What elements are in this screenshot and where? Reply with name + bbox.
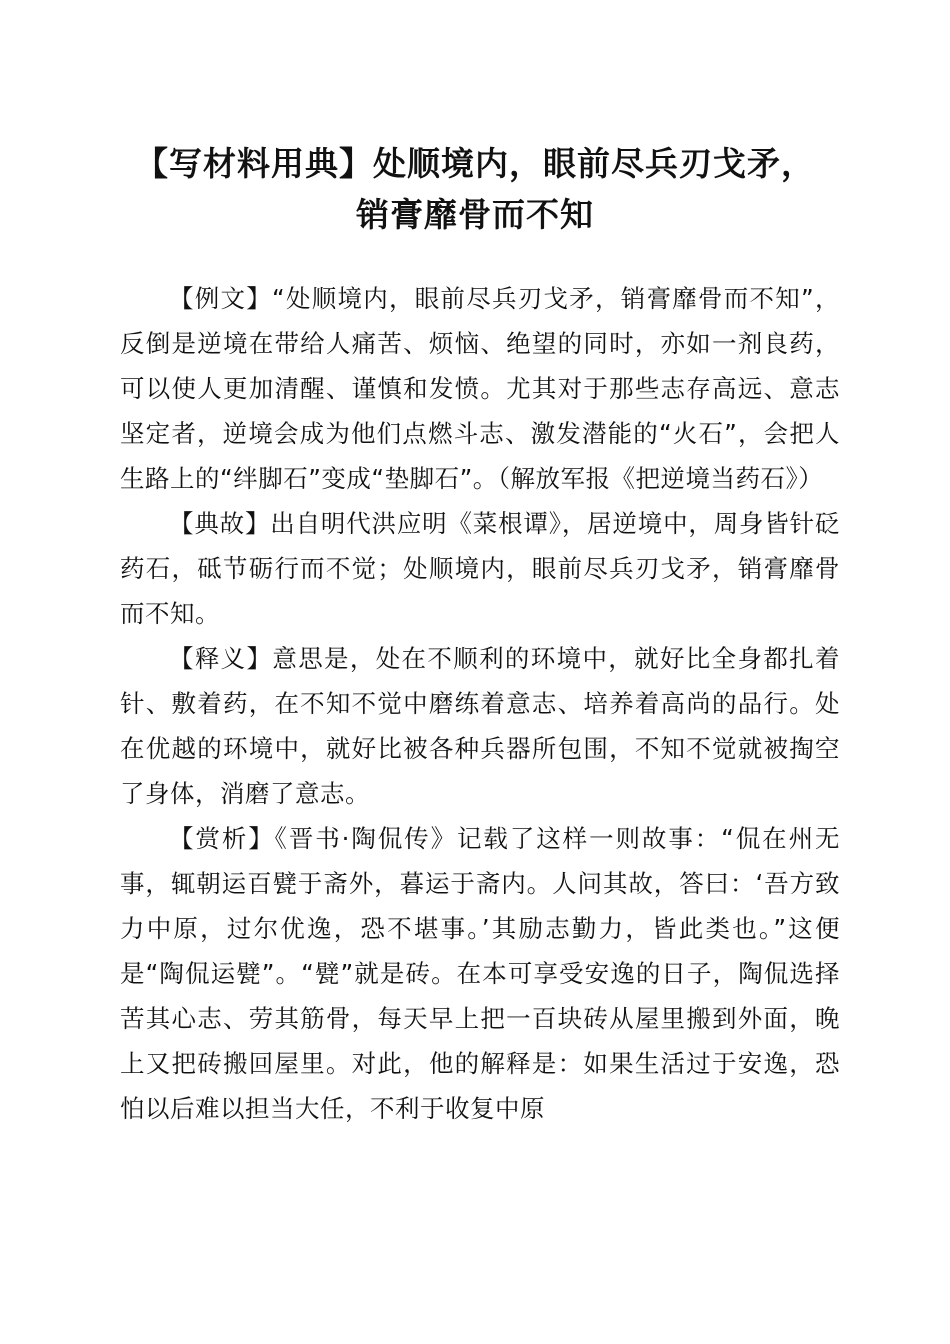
title-line-2: 销膏靡骨而不知 (356, 195, 594, 234)
document-title (100, 138, 850, 240)
paragraph-appreciation: 【赏析】《晋书·陶侃传》记载了这样一则故事：“侃在州无事，辄朝运百甓于斋外，暮运于斋内。人问其故，答曰：‘吾方致力中原，过尔优逸，恐不堪事。’其励志勤力，皆此类也。”这便是“陶侃运甓”。“甓”就是砖。在本可享受安逸的日子，陶侃选择苦其心志、劳其筋骨，每天早上把一百块砖从屋里搬到外面，晚上又把砖搬回屋里。对此，他的解释是：如果生活过于安逸，恐怕以后难以担当大任，不利于收复中原 (120, 824, 840, 1123)
paragraph-meaning: 【释义】意思是，处在不顺利的环境中，就好比全身都扎着针、敷着药，在不知不觉中磨练着意志、培养着高尚的品行。处在优越的环境中，就好比被各种兵器所包围，不知不觉就被掏空了身体，消磨了意志。 (120, 644, 840, 808)
title-line-1: 【写材料用典】处顺境内，眼前尽兵刃戈矛， (135, 144, 815, 183)
document-body (120, 276, 840, 1131)
paragraph-example: 【例文】“处顺境内，眼前尽兵刃戈矛，销膏靡骨而不知”，反倒是逆境在带给人痛苦、烦恼、绝望的同时，亦如一剂良药，可以使人更加清醒、谨慎和发愤。尤其对于那些志存高远、意志坚定者，逆境会成为他们点燃斗志、激发潜能的“火石”，会把人生路上的“绊脚石”变成“垫脚石”。（解放军报《把逆境当药石》） (120, 284, 840, 493)
paragraph-allusion: 【典故】出自明代洪应明《菜根谭》，居逆境中，周身皆针砭药石，砥节砺行而不觉；处顺境内，眼前尽兵刃戈矛，销膏靡骨而不知。 (120, 509, 840, 628)
